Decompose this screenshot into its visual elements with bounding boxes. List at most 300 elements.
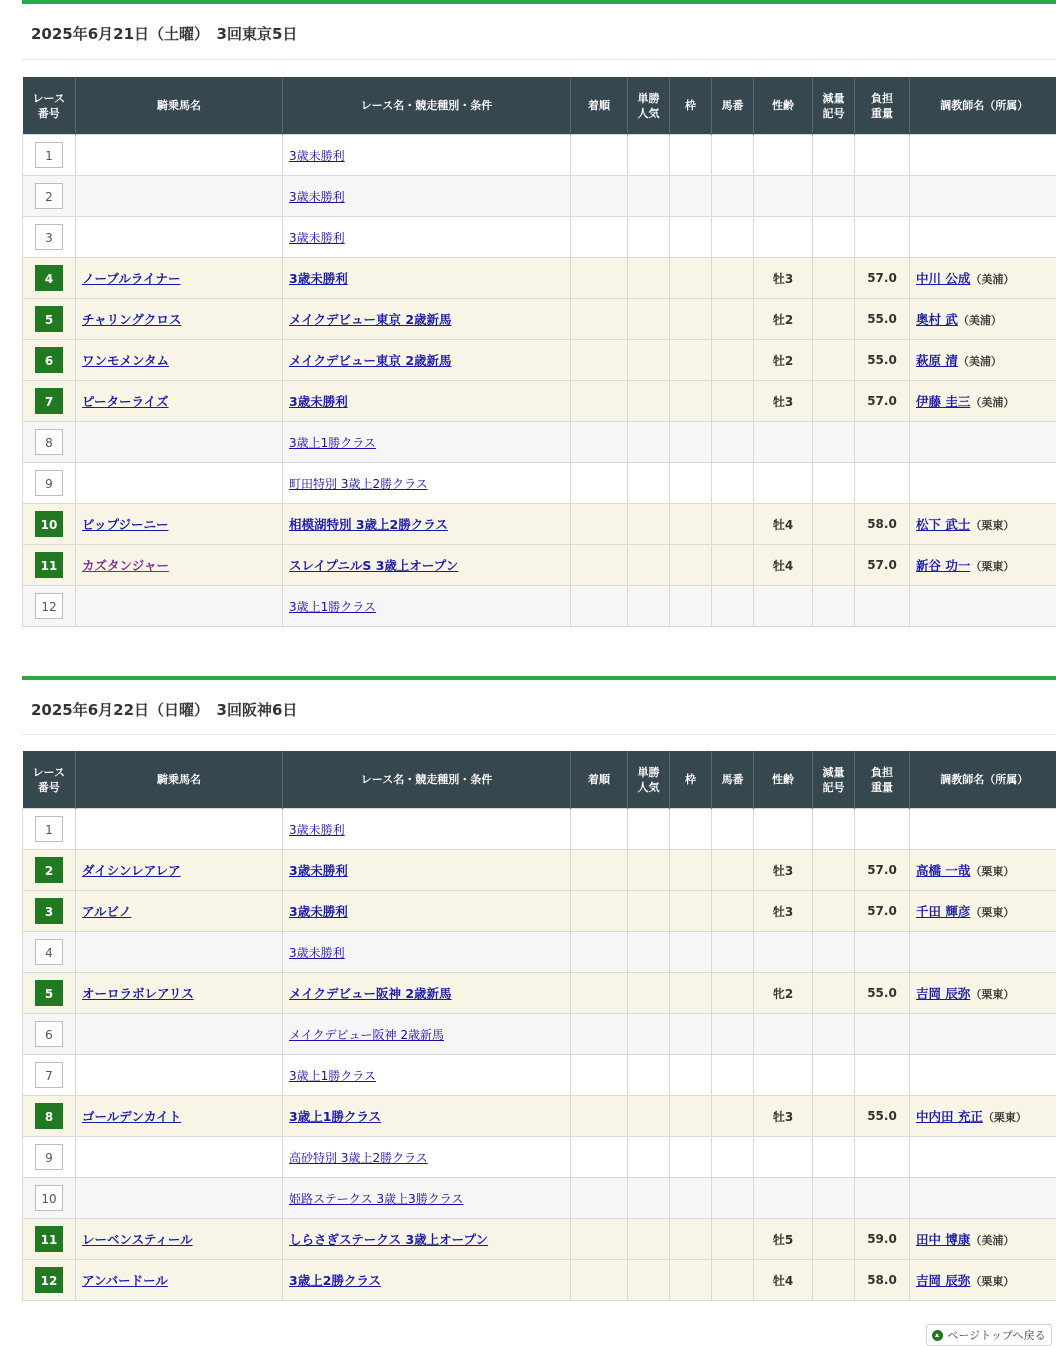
weight-mark-cell — [813, 299, 855, 340]
race-number-badge: 4 — [35, 939, 63, 965]
header-horse-number — [712, 77, 754, 135]
race-number-badge: 9 — [35, 1144, 63, 1170]
race-link[interactable]: 3歳上1勝クラス — [289, 600, 376, 614]
finish-cell — [571, 586, 628, 627]
burden-weight-cell — [855, 340, 910, 381]
header-trainer-label: 調教師名（所属） — [940, 773, 1028, 786]
race-cell — [283, 1014, 571, 1055]
burden-weight-cell — [855, 258, 910, 299]
horse-link[interactable]: レーベンスティール — [82, 1232, 193, 1247]
sex-age-cell — [754, 545, 813, 586]
race-link[interactable]: メイクデビュー東京 2歳新馬 — [289, 353, 452, 368]
race-cell — [283, 891, 571, 932]
popularity-cell — [628, 932, 670, 973]
sex-age-cell — [754, 1014, 813, 1055]
race-link[interactable]: 3歳未勝利 — [289, 190, 345, 204]
burden-weight-cell — [855, 1055, 910, 1096]
race-number-badge: 12 — [35, 593, 63, 619]
header-finish — [571, 77, 628, 135]
weight-mark-cell — [813, 463, 855, 504]
horse-cell — [76, 850, 283, 891]
sex-age-value: 牡3 — [773, 905, 793, 919]
race-cell — [283, 463, 571, 504]
race-link[interactable]: 町田特別 3歳上2勝クラス — [289, 477, 428, 491]
trainer-cell — [910, 1219, 1056, 1260]
race-link[interactable]: 3歳未勝利 — [289, 904, 348, 919]
race-row — [23, 932, 1056, 973]
horse-cell — [76, 973, 283, 1014]
trainer-cell — [910, 1096, 1056, 1137]
frame-cell — [670, 1137, 712, 1178]
trainer-link[interactable]: 新谷 功一 — [916, 558, 970, 573]
race-link[interactable]: スレイプニルS 3歳上オープン — [289, 558, 458, 573]
popularity-cell — [628, 891, 670, 932]
frame-cell — [670, 340, 712, 381]
horse-cell — [76, 340, 283, 381]
popularity-cell — [628, 217, 670, 258]
frame-cell — [670, 381, 712, 422]
race-cell — [283, 1260, 571, 1301]
horse-cell — [76, 504, 283, 545]
sex-age-cell — [754, 176, 813, 217]
weight-mark-cell — [813, 850, 855, 891]
burden-weight-cell — [855, 1014, 910, 1055]
weight-mark-cell — [813, 1219, 855, 1260]
race-row — [23, 891, 1056, 932]
burden-weight-cell — [855, 381, 910, 422]
finish-cell — [571, 463, 628, 504]
burden-weight-value: 57.0 — [867, 558, 897, 572]
sex-age-value: 牡4 — [773, 518, 793, 532]
header-popularity-line: 単勝 — [638, 92, 660, 105]
trainer-affiliation: （美浦） — [970, 273, 1014, 286]
heading-divider — [22, 734, 1056, 735]
race-number-cell — [23, 850, 76, 891]
header-race-number-line: 番号 — [38, 107, 60, 120]
trainer-affiliation: （栗東） — [983, 1111, 1027, 1124]
race-cell — [283, 545, 571, 586]
header-burden-weight-line: 負担 — [871, 766, 893, 779]
horse-link[interactable]: ワンモメンタム — [82, 353, 169, 368]
finish-cell — [571, 258, 628, 299]
trainer-cell — [910, 299, 1056, 340]
horse-number-cell — [712, 891, 754, 932]
header-sex-age — [754, 751, 813, 809]
frame-cell — [670, 1055, 712, 1096]
burden-weight-value: 57.0 — [867, 904, 897, 918]
header-popularity-line: 単勝 — [638, 766, 660, 779]
weight-mark-cell — [813, 1055, 855, 1096]
sex-age-cell — [754, 1219, 813, 1260]
frame-cell — [670, 1219, 712, 1260]
trainer-cell — [910, 1137, 1056, 1178]
frame-cell — [670, 1260, 712, 1301]
finish-cell — [571, 381, 628, 422]
race-row — [23, 217, 1056, 258]
race-link[interactable]: 3歳上1勝クラス — [289, 1109, 381, 1124]
sex-age-cell — [754, 973, 813, 1014]
horse-number-cell — [712, 463, 754, 504]
frame-cell — [670, 258, 712, 299]
popularity-cell — [628, 1137, 670, 1178]
race-link[interactable]: 3歳未勝利 — [289, 823, 345, 837]
race-row — [23, 809, 1056, 850]
trainer-link[interactable]: 高橋 一哉 — [916, 863, 970, 878]
horse-cell — [76, 1260, 283, 1301]
trainer-affiliation: （美浦） — [970, 396, 1014, 409]
horse-cell — [76, 545, 283, 586]
race-link[interactable]: 3歳未勝利 — [289, 946, 345, 960]
race-cell — [283, 504, 571, 545]
trainer-link[interactable]: 伊藤 圭三 — [916, 394, 970, 409]
trainer-cell — [910, 135, 1056, 176]
race-link[interactable]: メイクデビュー東京 2歳新馬 — [289, 312, 452, 327]
popularity-cell — [628, 176, 670, 217]
horse-number-cell — [712, 217, 754, 258]
race-number-badge: 5 — [35, 980, 63, 1006]
race-row — [23, 1014, 1056, 1055]
weight-mark-cell — [813, 809, 855, 850]
popularity-cell — [628, 258, 670, 299]
horse-cell — [76, 1178, 283, 1219]
race-number-cell — [23, 422, 76, 463]
burden-weight-cell — [855, 1178, 910, 1219]
finish-cell — [571, 217, 628, 258]
finish-cell — [571, 973, 628, 1014]
race-number-badge: 6 — [35, 347, 63, 373]
frame-cell — [670, 891, 712, 932]
race-number-badge: 10 — [35, 1185, 63, 1211]
burden-weight-cell — [855, 1096, 910, 1137]
finish-cell — [571, 1137, 628, 1178]
trainer-affiliation: （栗東） — [970, 988, 1014, 1001]
trainer-cell — [910, 973, 1056, 1014]
horse-cell — [76, 586, 283, 627]
frame-cell — [670, 850, 712, 891]
race-cell — [283, 135, 571, 176]
weight-mark-cell — [813, 340, 855, 381]
race-link[interactable]: 3歳未勝利 — [289, 394, 348, 409]
race-link[interactable]: 高砂特別 3歳上2勝クラス — [289, 1151, 428, 1165]
horse-cell — [76, 176, 283, 217]
race-cell — [283, 1178, 571, 1219]
header-frame-label: 枠 — [685, 99, 696, 112]
horse-number-cell — [712, 258, 754, 299]
weight-mark-cell — [813, 381, 855, 422]
horse-cell — [76, 932, 283, 973]
horse-number-cell — [712, 1219, 754, 1260]
sex-age-cell — [754, 504, 813, 545]
race-number-cell — [23, 1219, 76, 1260]
race-row — [23, 850, 1056, 891]
weight-mark-cell — [813, 135, 855, 176]
burden-weight-cell — [855, 463, 910, 504]
race-number-cell — [23, 1260, 76, 1301]
horse-link[interactable]: アルビノ — [82, 904, 131, 919]
race-link[interactable]: 3歳上1勝クラス — [289, 436, 376, 450]
trainer-cell — [910, 340, 1056, 381]
race-number-cell — [23, 299, 76, 340]
header-popularity — [628, 751, 670, 809]
sex-age-value: 牡4 — [773, 1274, 793, 1288]
race-link[interactable]: 3歳未勝利 — [289, 863, 348, 878]
race-number-cell — [23, 809, 76, 850]
race-number-badge: 9 — [35, 470, 63, 496]
horse-number-cell — [712, 545, 754, 586]
weight-mark-cell — [813, 217, 855, 258]
finish-cell — [571, 1178, 628, 1219]
finish-cell — [571, 299, 628, 340]
race-number-badge: 2 — [35, 857, 63, 883]
burden-weight-cell — [855, 932, 910, 973]
race-number-cell — [23, 176, 76, 217]
race-number-cell — [23, 1055, 76, 1096]
horse-number-cell — [712, 422, 754, 463]
header-horse-number — [712, 751, 754, 809]
horse-link[interactable]: ノーブルライナー — [82, 271, 181, 286]
race-number-cell — [23, 1096, 76, 1137]
horse-link[interactable]: ピーターライズ — [82, 394, 169, 409]
header-race-number-line: レース — [33, 92, 65, 105]
header-popularity — [628, 77, 670, 135]
trainer-link[interactable]: 千田 輝彦 — [916, 904, 970, 919]
day-section-0 — [22, 0, 1056, 640]
race-cell — [283, 1219, 571, 1260]
race-link[interactable]: 3歳未勝利 — [289, 149, 345, 163]
burden-weight-cell — [855, 1137, 910, 1178]
header-popularity-line: 人気 — [638, 781, 660, 794]
header-race-number — [23, 751, 76, 809]
burden-weight-value: 55.0 — [867, 1109, 897, 1123]
race-row — [23, 135, 1056, 176]
race-cell — [283, 340, 571, 381]
header-sex-age-label: 性齢 — [772, 99, 794, 112]
race-number-cell — [23, 586, 76, 627]
horse-link[interactable]: オーロラボレアリス — [82, 986, 194, 1001]
race-link[interactable]: 相模湖特別 3歳上2勝クラス — [289, 517, 448, 532]
header-horse-number-label: 馬番 — [722, 99, 744, 112]
frame-cell — [670, 1178, 712, 1219]
race-row — [23, 1260, 1056, 1301]
race-cell — [283, 850, 571, 891]
race-number-badge: 2 — [35, 183, 63, 209]
weight-mark-cell — [813, 545, 855, 586]
header-horse-label: 騎乗馬名 — [157, 99, 201, 112]
trainer-link[interactable]: 田中 博康 — [916, 1232, 970, 1247]
horse-cell — [76, 1137, 283, 1178]
trainer-link[interactable]: 中川 公成 — [916, 271, 970, 286]
race-row — [23, 463, 1056, 504]
horse-number-cell — [712, 176, 754, 217]
sex-age-cell — [754, 381, 813, 422]
popularity-cell — [628, 422, 670, 463]
sex-age-cell — [754, 586, 813, 627]
burden-weight-value: 59.0 — [867, 1232, 897, 1246]
race-number-cell — [23, 463, 76, 504]
trainer-cell — [910, 176, 1056, 217]
race-link[interactable]: 3歳上2勝クラス — [289, 1273, 381, 1288]
trainer-cell — [910, 504, 1056, 545]
header-race-number — [23, 77, 76, 135]
sex-age-value: 牡2 — [773, 354, 793, 368]
race-cell — [283, 176, 571, 217]
trainer-affiliation: （美浦） — [958, 355, 1002, 368]
header-weight-mark — [813, 751, 855, 809]
sex-age-cell — [754, 1055, 813, 1096]
trainer-link[interactable]: 吉岡 辰弥 — [916, 986, 970, 1001]
trainer-affiliation: （栗東） — [970, 906, 1014, 919]
header-finish-label: 着順 — [588, 773, 610, 786]
burden-weight-cell — [855, 586, 910, 627]
horse-link[interactable]: アンバードール — [82, 1273, 168, 1288]
section-accent-bar — [22, 0, 1056, 4]
header-weight-mark-line: 減量 — [823, 766, 845, 779]
race-row — [23, 258, 1056, 299]
horse-cell — [76, 1055, 283, 1096]
popularity-cell — [628, 299, 670, 340]
horse-link[interactable]: チャリングクロス — [82, 312, 181, 327]
weight-mark-cell — [813, 258, 855, 299]
race-cell — [283, 932, 571, 973]
burden-weight-value: 57.0 — [867, 271, 897, 285]
trainer-link[interactable]: 吉岡 辰弥 — [916, 1273, 970, 1288]
burden-weight-value: 58.0 — [867, 1273, 897, 1287]
popularity-cell — [628, 1178, 670, 1219]
trainer-cell — [910, 1178, 1056, 1219]
burden-weight-value: 58.0 — [867, 517, 897, 531]
header-trainer — [910, 751, 1056, 809]
horse-number-cell — [712, 809, 754, 850]
frame-cell — [670, 1096, 712, 1137]
header-horse — [76, 751, 283, 809]
race-number-cell — [23, 545, 76, 586]
trainer-affiliation: （栗東） — [970, 560, 1014, 573]
header-weight-mark-line: 記号 — [823, 107, 845, 120]
popularity-cell — [628, 586, 670, 627]
race-number-badge: 1 — [35, 816, 63, 842]
header-frame — [670, 77, 712, 135]
race-number-badge: 4 — [35, 265, 63, 291]
day-heading: 2025年6月22日（日曜） 3回阪神6日 — [31, 699, 297, 720]
frame-cell — [670, 586, 712, 627]
trainer-link[interactable]: 松下 武士 — [916, 517, 970, 532]
race-number-cell — [23, 340, 76, 381]
header-burden-weight-line: 負担 — [871, 92, 893, 105]
sex-age-value: 牡3 — [773, 272, 793, 286]
trainer-cell — [910, 258, 1056, 299]
race-row — [23, 1178, 1056, 1219]
trainer-link[interactable]: 中内田 充正 — [916, 1109, 983, 1124]
burden-weight-cell — [855, 504, 910, 545]
horse-number-cell — [712, 973, 754, 1014]
burden-weight-value: 55.0 — [867, 986, 897, 1000]
header-race-number-line: レース — [33, 766, 65, 779]
sex-age-cell — [754, 463, 813, 504]
finish-cell — [571, 932, 628, 973]
popularity-cell — [628, 504, 670, 545]
race-link[interactable]: 姫路ステークス 3歳上3勝クラス — [289, 1192, 463, 1206]
race-row — [23, 340, 1056, 381]
burden-weight-cell — [855, 135, 910, 176]
popularity-cell — [628, 973, 670, 1014]
trainer-link[interactable]: 奥村 武 — [916, 312, 958, 327]
trainer-link[interactable]: 萩原 清 — [916, 353, 958, 368]
sex-age-cell — [754, 1137, 813, 1178]
horse-link[interactable]: ゴールデンカイト — [82, 1109, 181, 1124]
race-table — [22, 77, 1056, 627]
finish-cell — [571, 176, 628, 217]
weight-mark-cell — [813, 973, 855, 1014]
race-cell — [283, 422, 571, 463]
finish-cell — [571, 809, 628, 850]
race-number-cell — [23, 932, 76, 973]
horse-link[interactable]: カズタンジャー — [82, 558, 169, 573]
trainer-affiliation: （栗東） — [970, 1275, 1014, 1288]
header-finish-label: 着順 — [588, 99, 610, 112]
horse-number-cell — [712, 1137, 754, 1178]
header-popularity-line: 人気 — [638, 107, 660, 120]
race-link[interactable]: メイクデビュー阪神 2歳新馬 — [289, 986, 452, 1001]
burden-weight-cell — [855, 217, 910, 258]
race-number-badge: 12 — [35, 1267, 63, 1293]
race-number-badge: 8 — [35, 429, 63, 455]
race-link[interactable]: 3歳未勝利 — [289, 231, 345, 245]
sex-age-value: 牡3 — [773, 1110, 793, 1124]
race-link[interactable]: 3歳上1勝クラス — [289, 1069, 376, 1083]
frame-cell — [670, 932, 712, 973]
burden-weight-cell — [855, 973, 910, 1014]
trainer-cell — [910, 932, 1056, 973]
race-row — [23, 1219, 1056, 1260]
heading-divider — [22, 59, 1056, 60]
race-link[interactable]: 3歳未勝利 — [289, 271, 348, 286]
race-row — [23, 504, 1056, 545]
header-burden-weight — [855, 77, 910, 135]
race-link[interactable]: しらさぎステークス 3歳上オープン — [289, 1232, 488, 1247]
burden-weight-value: 57.0 — [867, 863, 897, 877]
horse-cell — [76, 463, 283, 504]
race-number-badge: 3 — [35, 224, 63, 250]
popularity-cell — [628, 1096, 670, 1137]
frame-cell — [670, 504, 712, 545]
race-link[interactable]: メイクデビュー阪神 2歳新馬 — [289, 1028, 444, 1042]
race-number-badge: 7 — [35, 1062, 63, 1088]
popularity-cell — [628, 1260, 670, 1301]
popularity-cell — [628, 463, 670, 504]
horse-cell — [76, 299, 283, 340]
header-race-number-line: 番号 — [38, 781, 60, 794]
horse-link[interactable]: ダイシンレアレア — [82, 863, 181, 878]
trainer-cell — [910, 891, 1056, 932]
trainer-cell — [910, 850, 1056, 891]
header-finish — [571, 751, 628, 809]
popularity-cell — [628, 1014, 670, 1055]
frame-cell — [670, 299, 712, 340]
day-section-1 — [22, 676, 1056, 1316]
horse-link[interactable]: ビップジーニー — [82, 517, 169, 532]
race-cell — [283, 299, 571, 340]
burden-weight-cell — [855, 809, 910, 850]
race-number-badge: 11 — [35, 1226, 63, 1252]
race-cell — [283, 809, 571, 850]
weight-mark-cell — [813, 176, 855, 217]
sex-age-cell — [754, 850, 813, 891]
sex-age-value: 牡3 — [773, 864, 793, 878]
section-accent-bar — [22, 676, 1056, 680]
trainer-cell — [910, 809, 1056, 850]
weight-mark-cell — [813, 504, 855, 545]
frame-cell — [670, 1014, 712, 1055]
